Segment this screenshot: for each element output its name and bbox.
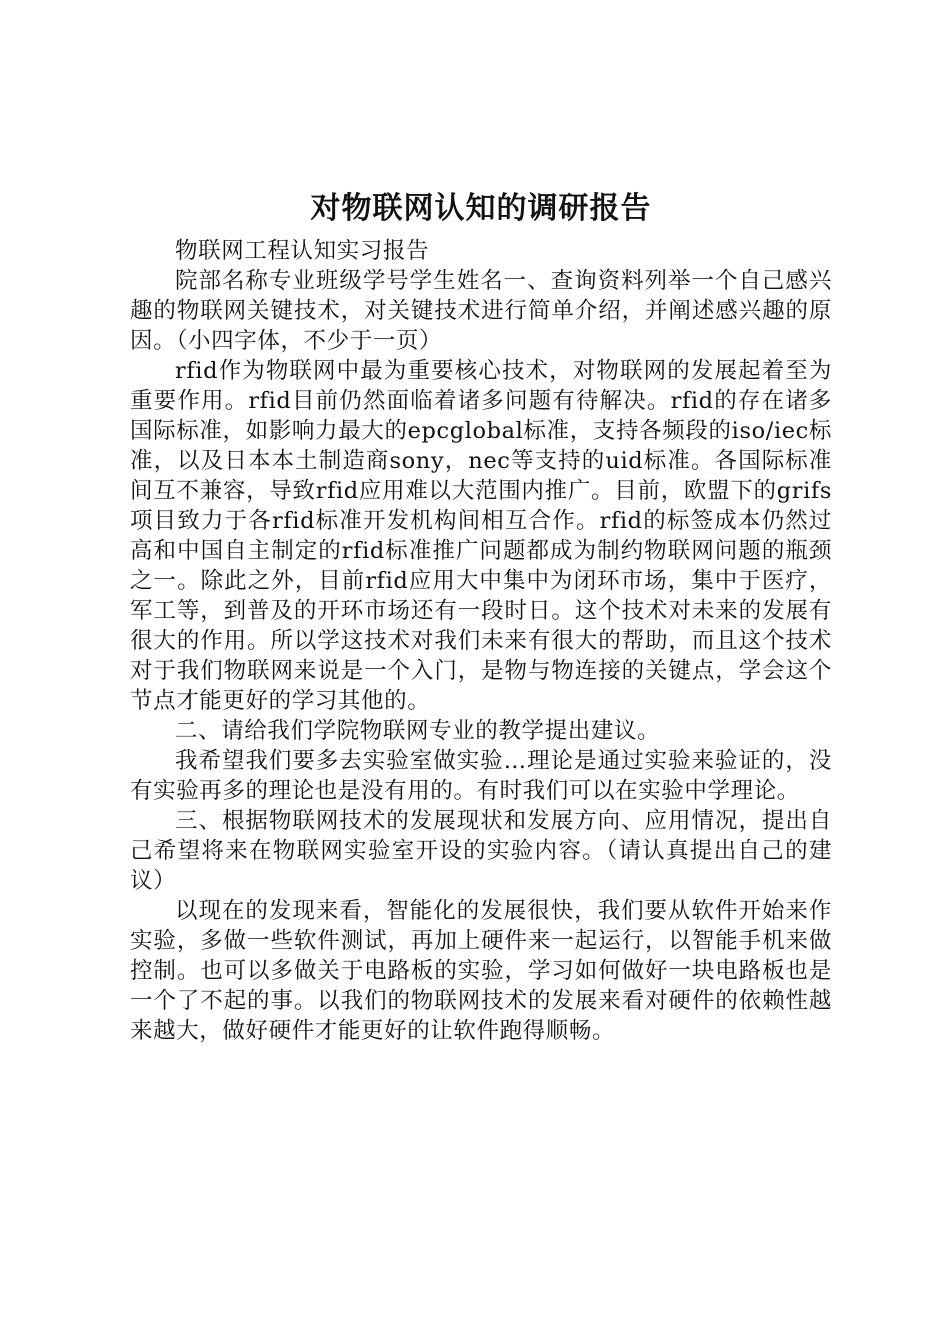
report-subtitle: 物联网工程认知实习报告: [175, 238, 430, 264]
section-three-prompt: 三、根据物联网技术的发展现状和发展方向、应用情况，提出自己希望将来在物联网实验室开设的实验内容。（请认真提出自己的建议）: [130, 808, 832, 894]
document-title: 对物联网认知的调研报告: [310, 191, 652, 226]
section-one-answer: rfid作为物联网中最为重要核心技术，对物联网的发展起着至为重要作用。rfid目前仍然面临着诸多问题有待解决。rfid的存在诸多国际标准，如影响力最大的epcglobal标准，支持各频段的iso/iec标准，以及日本本土制造商sony，nec等支持的uid标准。各国际标准间互不兼容，导致rfid应用难以大范围内推广。目前，欧盟下的grifs项目致力于各rfid标准开发机构间相互合作。rfid的标签成本仍然过高和中国自主制定的rfid标准推广问题都成为制约物联网问题的瓶颈之一。除此之外，目前rfid应用大中集中为闭环市场，集中于医疗，军工等，到普及的开环市场还有一段时日。这个技术对未来的发展有很大的作用。所以学这技术对我们未来有很大的帮助，而且这个技术对于我们物联网来说是一个入门，是物与物连接的关键点，学会这个节点才能更好的学习其他的。: [130, 358, 832, 714]
section-two-answer: 我希望我们要多去实验室做实验…理论是通过实验来验证的，没有实验再多的理论也是没有用的。有时我们可以在实验中学理论。: [130, 748, 832, 804]
document-page: [130, 186, 832, 1046]
section-two-prompt: 二、请给我们学院物联网专业的教学提出建议。: [175, 718, 661, 744]
section-one-prompt: 院部名称专业班级学号学生姓名一、查询资料列举一个自己感兴趣的物联网关键技术，对关键技术进行简单介绍，并阐述感兴趣的原因。（小四字体，不少于一页）: [130, 268, 832, 354]
section-three-answer: 以现在的发现来看，智能化的发展很快，我们要从软件开始来作实验，多做一些软件测试，再加上硬件来一起运行，以智能手机来做控制。也可以多做关于电路板的实验，学习如何做好一块电路板也是一个了不起的事。以我们的物联网技术的发展来看对硬件的依赖性越来越大，做好硬件才能更好的让软件跑得顺畅。: [130, 898, 832, 1044]
